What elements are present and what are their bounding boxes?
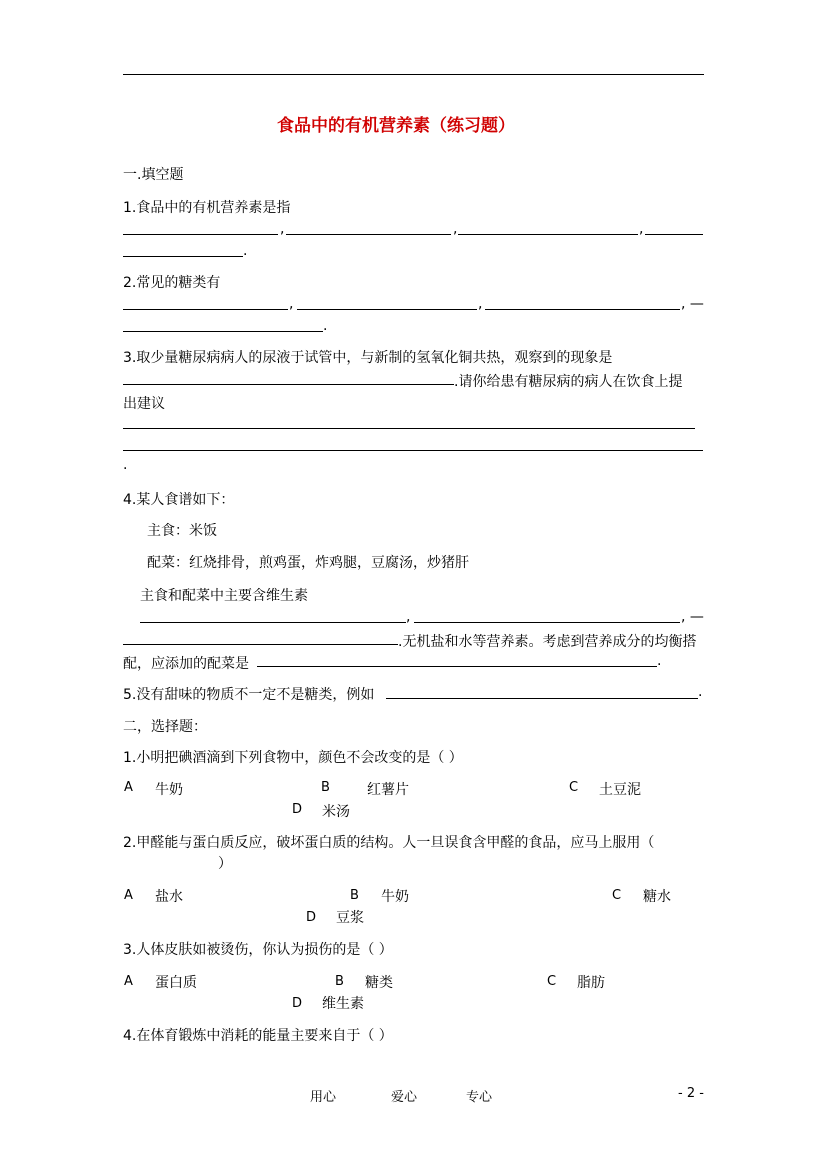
question-3-continued: .请你给患有糖尿病的病人在饮食上提 — [454, 374, 683, 390]
option-text[interactable]: 豆浆 — [336, 910, 364, 926]
separator: , — — [681, 296, 704, 312]
option-letter: B — [321, 780, 330, 795]
separator: , — [289, 296, 294, 312]
answer-blank[interactable] — [645, 234, 703, 235]
footer-motto: 爱心 — [391, 1090, 418, 1105]
option-text[interactable]: 红薯片 — [367, 782, 409, 798]
choice-question-1: 1.小明把碘酒滴到下列食物中，颜色不会改变的是（ ） — [123, 750, 463, 766]
footer-motto: 专心 — [466, 1090, 493, 1105]
answer-blank[interactable] — [297, 309, 477, 310]
question-1: 1.食品中的有机营养素是指 — [123, 200, 291, 216]
option-text[interactable]: 米汤 — [322, 804, 350, 820]
option-letter: A — [124, 974, 133, 989]
option-letter: D — [292, 802, 303, 817]
option-letter: D — [292, 996, 303, 1011]
question-5: 5.没有甜味的物质不一定不是糖类，例如 — [123, 687, 375, 703]
option-text[interactable]: 脂肪 — [577, 975, 605, 991]
answer-blank[interactable] — [286, 234, 451, 235]
option-text[interactable]: 糖类 — [365, 975, 393, 991]
separator: , — [406, 609, 411, 625]
answer-blank[interactable] — [123, 234, 278, 235]
period: . — [123, 457, 128, 473]
page-title: 食品中的有机营养素（练习题） — [277, 116, 515, 136]
option-text[interactable]: 维生素 — [322, 996, 364, 1012]
option-text[interactable]: 糖水 — [643, 889, 671, 905]
answer-blank[interactable] — [386, 698, 698, 699]
period: . — [698, 684, 703, 700]
answer-blank[interactable] — [257, 666, 657, 667]
separator: , — [280, 221, 285, 237]
footer-motto: 用心 — [310, 1090, 337, 1105]
option-text[interactable]: 牛奶 — [155, 782, 183, 798]
section-choice: 二，选择题： — [123, 719, 207, 735]
period: . — [243, 243, 248, 259]
option-text[interactable]: 盐水 — [155, 889, 183, 905]
option-letter: A — [124, 888, 133, 903]
choice-question-4: 4.在体育锻炼中消耗的能量主要来自于（ ） — [123, 1028, 393, 1044]
question-4: 4.某人食谱如下： — [123, 492, 235, 508]
close-paren: ） — [218, 856, 232, 872]
separator: , — [478, 296, 483, 312]
option-letter: C — [612, 888, 622, 903]
menu-sides: 配菜：红烧排骨，煎鸡蛋，炸鸡腿，豆腐汤，炒猪肝 — [147, 555, 469, 571]
option-text[interactable]: 牛奶 — [381, 889, 409, 905]
answer-blank[interactable] — [123, 644, 398, 645]
answer-blank[interactable] — [140, 622, 406, 623]
menu-staple: 主食：米饭 — [147, 523, 217, 539]
option-text[interactable]: 土豆泥 — [599, 782, 641, 798]
answer-blank[interactable] — [485, 309, 680, 310]
separator: , — — [681, 609, 704, 625]
option-letter: B — [335, 974, 344, 989]
question-4-add-dish: 配，应添加的配菜是 — [123, 656, 249, 672]
option-letter: C — [547, 974, 557, 989]
section-fill-in: 一.填空题 — [123, 167, 184, 183]
question-3-advice: 出建议 — [123, 396, 165, 412]
option-text[interactable]: 蛋白质 — [155, 975, 197, 991]
question-3: 3.取少量糖尿病病人的尿液于试管中，与新制的氢氧化铜共热，观察到的现象是 — [123, 350, 613, 366]
option-letter: C — [569, 780, 579, 795]
question-4-vitamins: 主食和配菜中主要含维生素 — [140, 588, 308, 604]
option-letter: D — [306, 910, 317, 925]
period: . — [323, 318, 328, 334]
option-letter: A — [124, 780, 133, 795]
choice-question-2: 2.甲醛能与蛋白质反应，破坏蛋白质的结构。人一旦误食含甲醛的食品，应马上服用（ — [123, 835, 655, 851]
period: . — [657, 653, 662, 669]
answer-blank[interactable] — [123, 384, 454, 385]
answer-blank[interactable] — [123, 309, 288, 310]
answer-blank[interactable] — [123, 450, 703, 451]
header-rule — [123, 74, 704, 75]
separator: , — [453, 221, 458, 237]
answer-blank[interactable] — [123, 331, 323, 332]
question-4-continued: .无机盐和水等营养素。考虑到营养成分的均衡搭 — [398, 634, 697, 650]
answer-blank[interactable] — [458, 234, 638, 235]
question-2: 2.常见的糖类有 — [123, 275, 221, 291]
answer-blank[interactable] — [414, 622, 680, 623]
option-letter: B — [350, 888, 359, 903]
choice-question-3: 3.人体皮肤如被烫伤，你认为损伤的是（ ） — [123, 942, 393, 958]
page-number: - 2 - — [678, 1086, 704, 1101]
answer-blank[interactable] — [123, 428, 695, 429]
separator: , — [639, 221, 644, 237]
answer-blank[interactable] — [123, 256, 243, 257]
